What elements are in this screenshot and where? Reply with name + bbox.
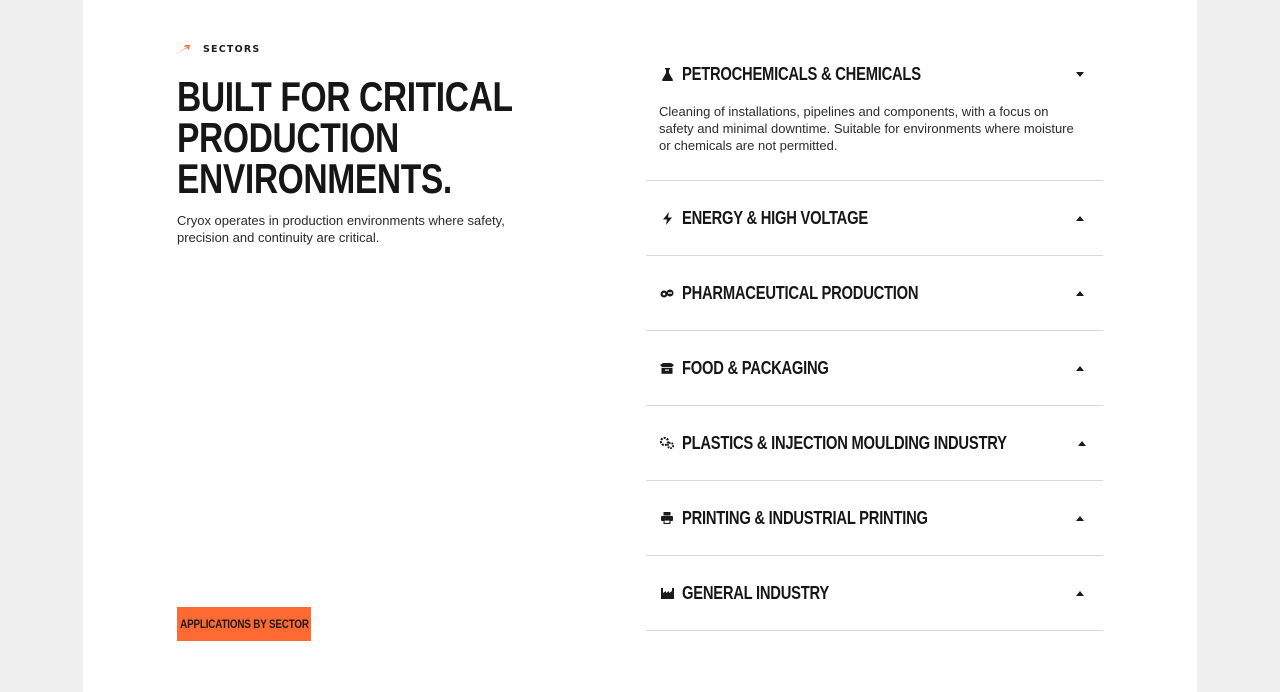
- sectors-section: [83, 0, 1197, 692]
- accordion-header[interactable]: [646, 181, 1103, 255]
- accordion-title: PRINTING & INDUSTRIAL PRINTING: [682, 507, 928, 528]
- bolt-icon: [660, 211, 674, 225]
- caret-down-icon: [1075, 69, 1085, 79]
- caret-up-icon: [1075, 213, 1085, 223]
- accordion-item-printing: [646, 481, 1103, 556]
- box-icon: [660, 361, 674, 375]
- pills-icon: [660, 286, 674, 300]
- sectors-accordion: [646, 44, 1103, 631]
- eyebrow: [177, 44, 260, 55]
- accordion-header[interactable]: [646, 256, 1103, 330]
- factory-icon: [660, 586, 674, 600]
- accordion-item-food: [646, 331, 1103, 406]
- accordion-title: PHARMACEUTICAL PRODUCTION: [682, 282, 919, 303]
- title-line: ENVIRONMENTS.: [177, 155, 452, 202]
- title-line: BUILT FOR CRITICAL: [177, 73, 513, 120]
- gears-icon: [660, 436, 674, 450]
- flask-icon: [660, 67, 674, 81]
- caret-up-icon: [1075, 288, 1085, 298]
- lead-text: Cryox operates in production environments where safety, precision and continuity are critical.: [177, 213, 505, 245]
- eyebrow-label: SECTORS: [203, 44, 261, 55]
- title-line: PRODUCTION: [177, 114, 399, 161]
- accordion-header[interactable]: [646, 37, 1103, 111]
- accordion-title: ENERGY & HIGH VOLTAGE: [682, 207, 868, 228]
- applications-by-sector-button[interactable]: [177, 607, 311, 641]
- accordion-item-general-industry: [646, 556, 1103, 631]
- caret-up-icon: [1075, 363, 1085, 373]
- printer-icon: [660, 511, 674, 525]
- accordion-header[interactable]: [646, 406, 1103, 480]
- accordion-item-plastics: [646, 406, 1103, 481]
- accordion-title: PETROCHEMICALS & CHEMICALS: [682, 63, 921, 84]
- page-title: [177, 73, 593, 202]
- accordion-header[interactable]: [646, 481, 1103, 555]
- accordion-body: Cleaning of installations, pipelines and components, with a focus on safety and minimal downtime. Suitable for environments where moisture or chemicals are not permitted.: [659, 104, 1074, 153]
- accordion-header[interactable]: [646, 556, 1103, 630]
- caret-up-icon: [1075, 513, 1085, 523]
- arrow-icon: [177, 45, 190, 54]
- accordion-title: GENERAL INDUSTRY: [682, 582, 829, 603]
- caret-up-icon: [1075, 588, 1085, 598]
- accordion-item-energy: [646, 181, 1103, 256]
- accordion-item-pharmaceutical: [646, 256, 1103, 331]
- accordion-item-petrochemicals: [646, 37, 1103, 181]
- caret-up-icon: [1078, 438, 1086, 448]
- accordion-title: PLASTICS & INJECTION MOULDING INDUSTRY: [682, 432, 1007, 453]
- accordion-header[interactable]: [646, 331, 1103, 405]
- button-label: APPLICATIONS BY SECTOR: [179, 617, 309, 631]
- accordion-title: FOOD & PACKAGING: [682, 357, 829, 378]
